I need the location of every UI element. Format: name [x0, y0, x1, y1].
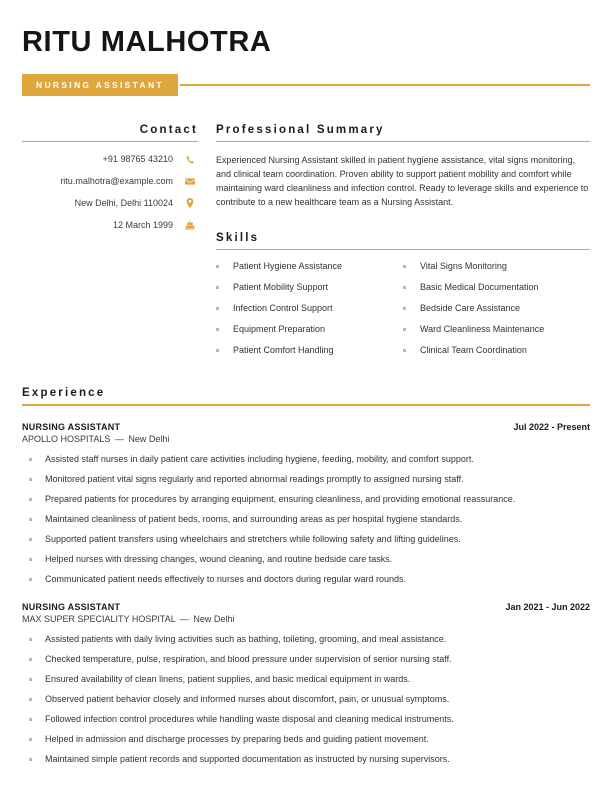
left-column [22, 124, 198, 365]
job-title-row [22, 74, 590, 97]
job-bullet [22, 633, 590, 646]
square-bullet-icon [403, 349, 406, 352]
experience-job [22, 602, 590, 766]
job-bullet [22, 533, 590, 546]
square-bullet-icon [29, 578, 32, 581]
job-bullet [22, 473, 590, 486]
job-company-line [22, 434, 590, 444]
square-bullet-icon [216, 265, 219, 268]
job-bullet-text: Communicated patient needs effectively to nurses and doctors during regular ward rounds. [45, 573, 407, 584]
skill-label: Vital Signs Monitoring [420, 261, 507, 272]
skill-item [216, 261, 403, 272]
contact-item-location [22, 198, 198, 209]
job-bullet-text: Monitored patient vital signs regularly and reported abnormal readings promptly to assigned nursing staff. [45, 473, 464, 484]
contact-item-phone [22, 154, 198, 165]
phone-icon [182, 155, 198, 164]
skill-label: Clinical Team Coordination [420, 344, 527, 355]
skill-item [216, 303, 403, 314]
square-bullet-icon [29, 638, 32, 641]
square-bullet-icon [29, 498, 32, 501]
square-bullet-icon [216, 307, 219, 310]
summary-heading-rule [216, 141, 590, 142]
job-bullet-text: Checked temperature, pulse, respiration, and blood pressure under supervision of senior nursing staff. [45, 653, 452, 664]
job-bullet-text: Observed patient behavior closely and informed nurses about discomfort, pain, or unusual symptoms. [45, 694, 450, 705]
skill-item [403, 345, 590, 356]
skills-grid [216, 261, 590, 365]
job-bullet-text: Assisted staff nurses in daily patient care activities including hygiene, feeding, mobility, and comfort support. [45, 453, 474, 464]
job-bullet [22, 753, 590, 766]
square-bullet-icon [29, 518, 32, 521]
job-bullet [22, 693, 590, 706]
job-bullet-text: Helped in admission and discharge processes by preparing beds and guiding patient movement. [45, 734, 429, 745]
skills-heading-rule [216, 249, 590, 250]
job-bullet-text: Assisted patients with daily living activities such as bathing, toileting, grooming, and meal assistance. [45, 633, 447, 644]
contact-section [22, 124, 198, 230]
contact-location-value: New Delhi, Delhi 110024 [74, 198, 173, 209]
job-separator: — [179, 613, 189, 624]
square-bullet-icon [29, 458, 32, 461]
job-bullet-text: Ensured availability of clean linens, patient supplies, and basic medical equipment in wards. [45, 674, 411, 685]
skill-label: Patient Comfort Handling [233, 344, 334, 355]
job-bullet [22, 673, 590, 686]
location-pin-icon [182, 198, 198, 208]
job-bullets [22, 453, 590, 586]
square-bullet-icon [29, 538, 32, 541]
square-bullet-icon [403, 286, 406, 289]
square-bullet-icon [216, 328, 219, 331]
job-bullet-text: Maintained simple patient records and supported documentation as instructed by nursing supervisors. [45, 754, 450, 765]
skill-item [216, 282, 403, 293]
job-bullet [22, 573, 590, 586]
square-bullet-icon [216, 286, 219, 289]
job-bullet-text: Maintained cleanliness of patient beds, rooms, and surrounding areas as per hospital hygiene standards. [45, 513, 463, 524]
job-bullet [22, 733, 590, 746]
job-bullet [22, 453, 590, 466]
job-bullet [22, 653, 590, 666]
skills-heading: Skills [216, 232, 260, 245]
contact-phone-value: +91 98765 43210 [102, 154, 173, 165]
skill-item [403, 261, 590, 272]
summary-section [216, 124, 590, 210]
skill-item [403, 324, 590, 335]
job-location: New Delhi [193, 613, 235, 624]
birthday-cake-icon [182, 220, 198, 230]
summary-text: Experienced Nursing Assistant skilled in patient hygiene assistance, vital signs monitoring, and clinical team coordination. Proven ability to support patient mobility and comfort while maintaining ward cleanliness and infection control. Ready to leverage skills and experience to contribute to a new healthcare team as a Nursing Assistant. [216, 155, 589, 208]
skill-label: Equipment Preparation [233, 323, 326, 334]
skills-section [216, 232, 590, 365]
job-bullet-text: Followed infection control procedures while handling waste disposal and cleaning medical instruments. [45, 714, 454, 725]
job-company: APOLLO HOSPITALS [22, 433, 111, 444]
experience-heading-rule [22, 404, 590, 405]
job-title-badge: NURSING ASSISTANT [22, 74, 178, 97]
job-bullet-text: Supported patient transfers using wheelchairs and stretchers while following safety and lifting guidelines. [45, 533, 461, 544]
skill-label: Bedside Care Assistance [420, 303, 521, 314]
skill-item [216, 345, 403, 356]
square-bullet-icon [403, 265, 406, 268]
job-location: New Delhi [128, 433, 170, 444]
square-bullet-icon [29, 658, 32, 661]
square-bullet-icon [29, 738, 32, 741]
contact-birthday-value: 12 March 1999 [112, 219, 173, 230]
experience-section [22, 387, 590, 766]
square-bullet-icon [29, 758, 32, 761]
content-columns [22, 124, 590, 365]
job-date: Jan 2021 - Jun 2022 [505, 601, 590, 612]
job-separator: — [114, 433, 124, 444]
square-bullet-icon [403, 328, 406, 331]
skill-label: Patient Mobility Support [233, 282, 329, 293]
job-bullet [22, 493, 590, 506]
job-role: NURSING ASSISTANT [22, 421, 121, 432]
skill-label: Infection Control Support [233, 303, 333, 314]
contact-list [22, 154, 198, 230]
skill-label: Patient Hygiene Assistance [233, 261, 343, 272]
square-bullet-icon [216, 349, 219, 352]
job-date: Jul 2022 - Present [513, 421, 590, 432]
square-bullet-icon [29, 558, 32, 561]
square-bullet-icon [29, 478, 32, 481]
experience-heading: Experience [22, 387, 106, 400]
column-gap [198, 124, 216, 365]
skills-column-right [403, 261, 590, 365]
skill-label: Basic Medical Documentation [420, 282, 539, 293]
square-bullet-icon [29, 698, 32, 701]
skills-column-left [216, 261, 403, 365]
job-bullet [22, 513, 590, 526]
job-header [22, 422, 590, 432]
envelope-icon [182, 177, 198, 186]
contact-heading-rule [22, 141, 198, 142]
job-bullet-text: Helped nurses with dressing changes, wound cleaning, and routine bedside care tasks. [45, 553, 393, 564]
skill-item [216, 324, 403, 335]
summary-heading: Professional Summary [216, 124, 385, 137]
candidate-name: RITU MALHOTRA [22, 26, 272, 58]
skill-item [403, 282, 590, 293]
job-bullets [22, 633, 590, 766]
skill-label: Ward Cleanliness Maintenance [420, 323, 545, 334]
experience-job [22, 422, 590, 586]
job-bullet-text: Prepared patients for procedures by arranging equipment, ensuring cleanliness, and providing emotional reassurance. [45, 493, 516, 504]
contact-item-birthday [22, 220, 198, 231]
job-company-line [22, 614, 590, 624]
contact-item-email [22, 176, 198, 187]
square-bullet-icon [403, 307, 406, 310]
right-column [216, 124, 590, 365]
job-role: NURSING ASSISTANT [22, 601, 121, 612]
square-bullet-icon [29, 678, 32, 681]
job-company: MAX SUPER SPECIALITY HOSPITAL [22, 613, 176, 624]
contact-email-value: ritu.malhotra@example.com [60, 176, 173, 187]
job-bullet [22, 713, 590, 726]
header-rule [180, 84, 590, 86]
square-bullet-icon [29, 718, 32, 721]
job-header [22, 602, 590, 612]
contact-heading: Contact [139, 124, 198, 137]
job-bullet [22, 553, 590, 566]
skill-item [403, 303, 590, 314]
